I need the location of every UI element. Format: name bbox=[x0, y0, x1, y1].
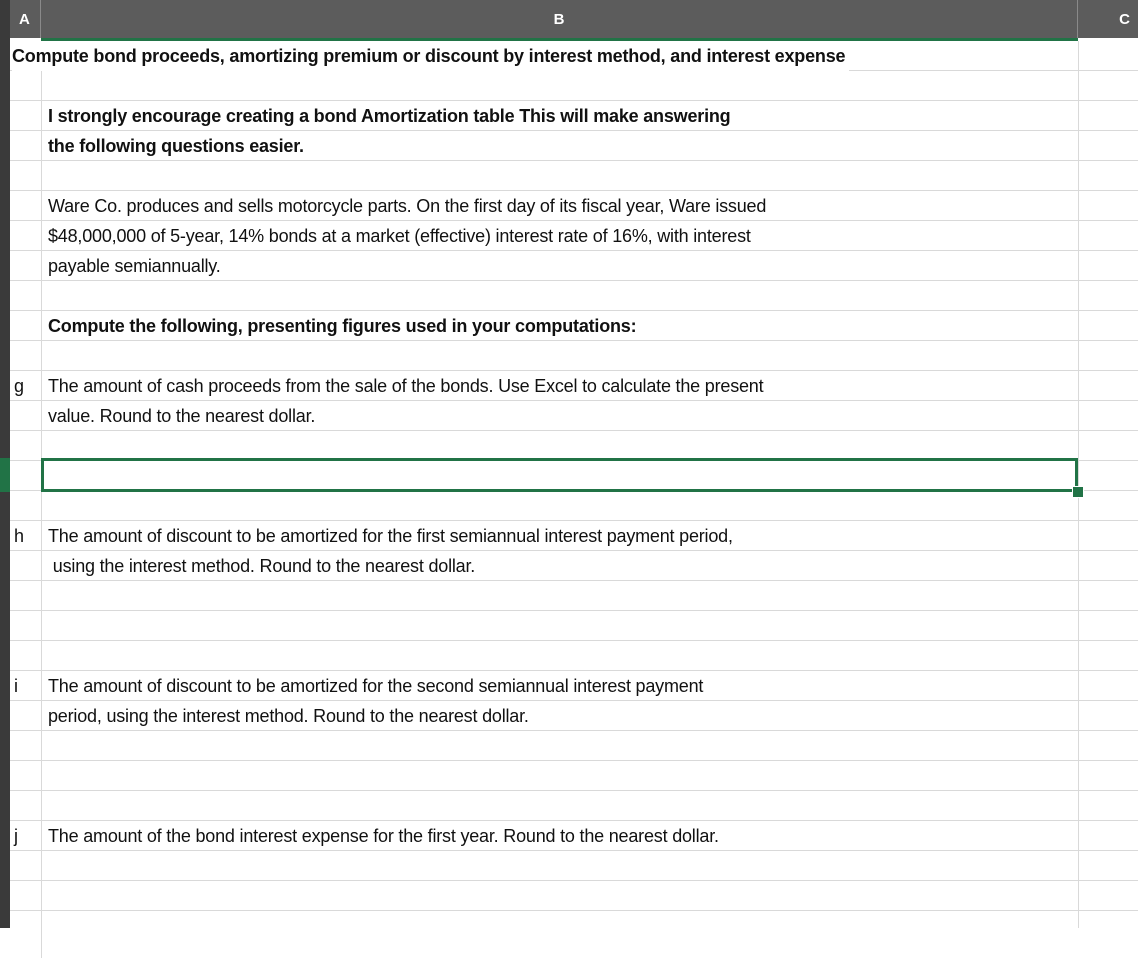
question-h-label: h bbox=[14, 526, 25, 546]
instruction: Compute the following, presenting figures used in your computations: bbox=[48, 316, 637, 336]
question-i-label: i bbox=[14, 676, 18, 696]
gridline bbox=[10, 640, 1138, 641]
question-g-label: g bbox=[14, 376, 25, 396]
fill-handle[interactable] bbox=[1072, 486, 1084, 498]
tip-line-2: the following questions easier. bbox=[48, 136, 304, 156]
row-header-selected bbox=[0, 458, 10, 492]
column-a-label: A bbox=[19, 10, 30, 28]
gridline bbox=[10, 790, 1138, 791]
question-i-line-1: The amount of discount to be amortized for the second semiannual interest payment bbox=[48, 676, 704, 696]
question-g-line-2: value. Round to the nearest dollar. bbox=[48, 406, 316, 426]
column-divider-bc bbox=[1078, 41, 1079, 928]
column-b-label: B bbox=[553, 10, 565, 28]
question-h-line-2: using the interest method. Round to the nearest dollar. bbox=[48, 556, 476, 576]
column-header-c[interactable] bbox=[1078, 0, 1138, 38]
column-header-b[interactable] bbox=[41, 0, 1078, 38]
gridline bbox=[10, 760, 1138, 761]
sheet-title: Compute bond proceeds, amortizing premium or discount by interest method, and interest expense bbox=[12, 41, 849, 71]
gridline bbox=[10, 880, 1138, 881]
tip-line-1: I strongly encourage creating a bond Amortization table This will make answering bbox=[48, 106, 731, 126]
gridline bbox=[10, 910, 1138, 911]
gridline bbox=[10, 610, 1138, 611]
question-j-label: j bbox=[14, 826, 18, 846]
column-header-a[interactable] bbox=[10, 0, 41, 38]
answer-cell-g[interactable] bbox=[41, 458, 1078, 492]
question-i-line-2: period, using the interest method. Round to the nearest dollar. bbox=[48, 706, 529, 726]
column-c-label: C bbox=[1119, 10, 1130, 28]
question-h-line-1: The amount of discount to be amortized for the first semiannual interest payment period, bbox=[48, 526, 733, 546]
column-divider-ab bbox=[41, 71, 42, 958]
scenario-line-1: Ware Co. produces and sells motorcycle parts. On the first day of its fiscal year, Ware issued bbox=[48, 196, 767, 216]
scenario-line-2: $48,000,000 of 5-year, 14% bonds at a market (effective) interest rate of 16%, with interest bbox=[48, 226, 751, 246]
question-j-line-1: The amount of the bond interest expense for the first year. Round to the nearest dollar. bbox=[48, 826, 719, 846]
question-g-line-1: The amount of cash proceeds from the sale of the bonds. Use Excel to calculate the present bbox=[48, 376, 764, 396]
scenario-line-3: payable semiannually. bbox=[48, 256, 221, 276]
